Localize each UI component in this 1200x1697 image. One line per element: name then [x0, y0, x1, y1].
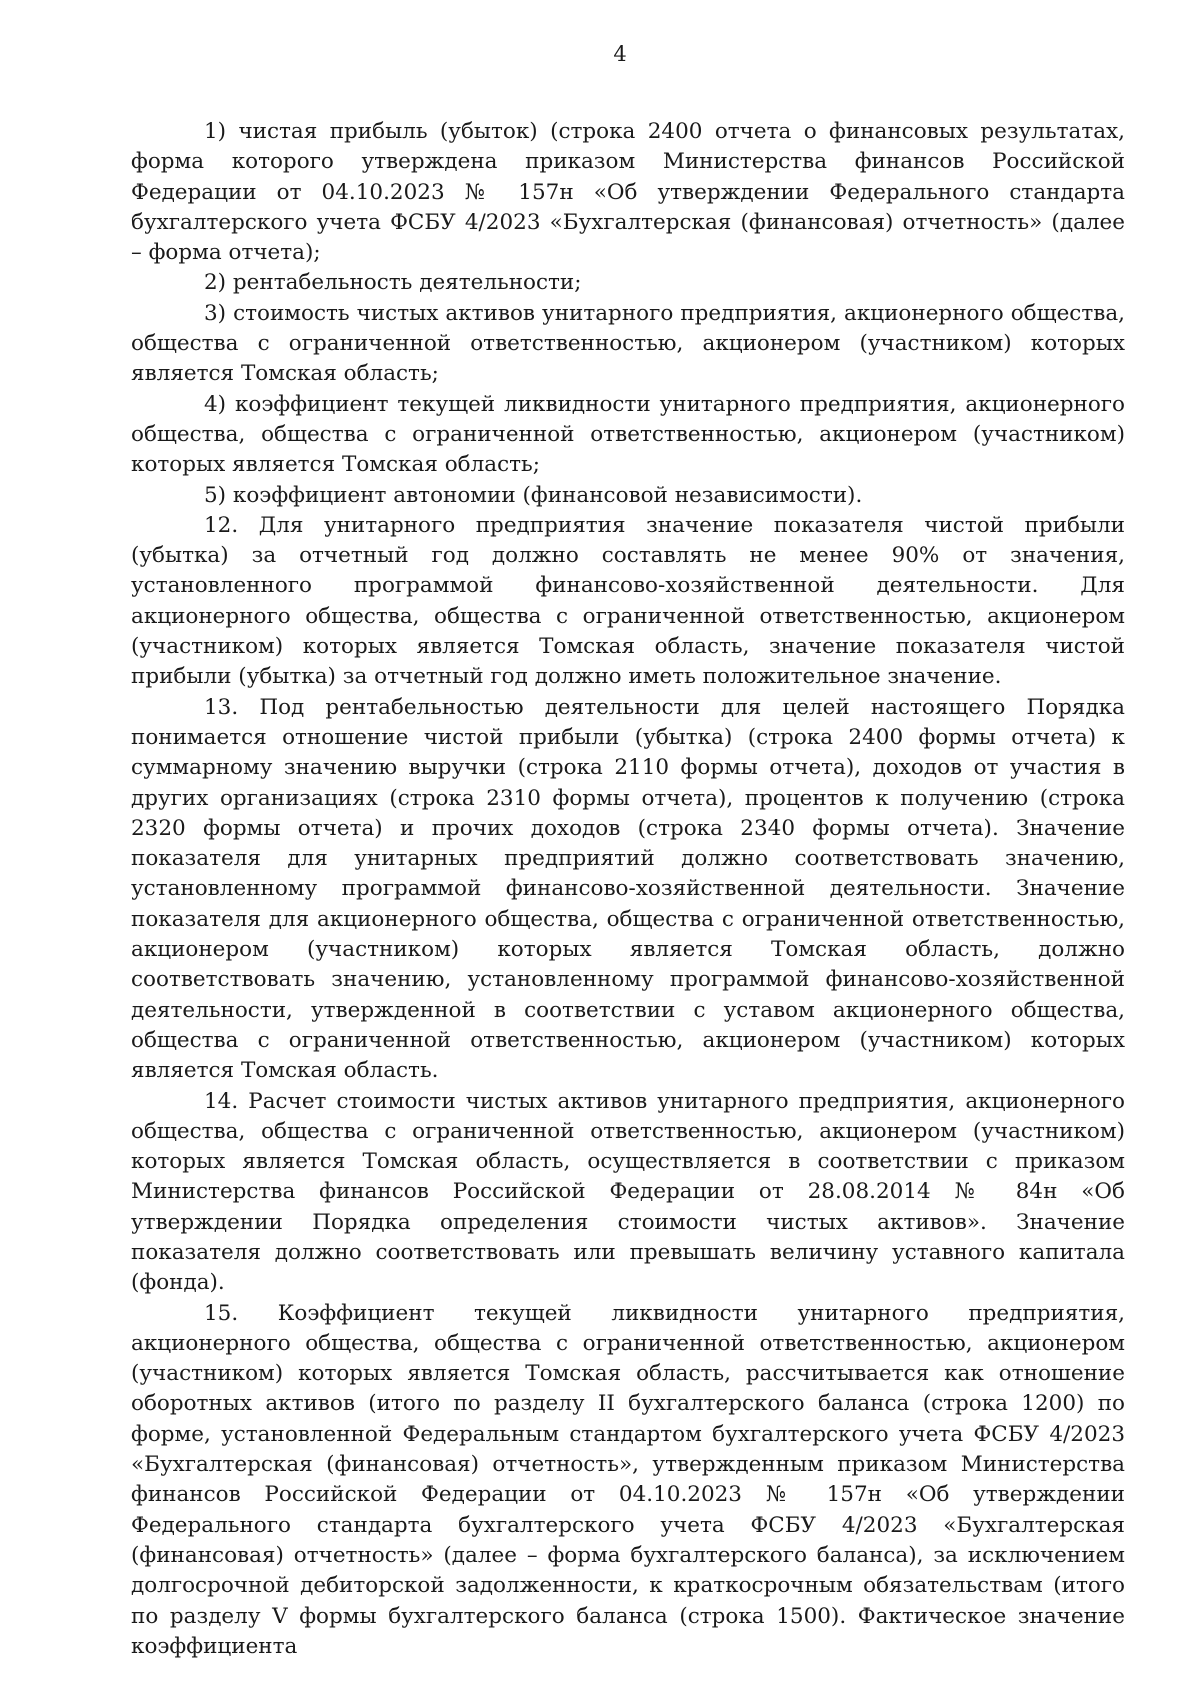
item-5-autonomy-ratio: 5) коэффициент автономии (финансовой независимости).: [204, 482, 863, 508]
item-1-net-profit: 1) чистая прибыль (убыток) (строка 2400 отчета о финансовых результатах, форма которого утверждена приказом Министерства финансов Российской Федерации от 04.10.2023 № 157н «Об утверждении Федерального стандарта бухгалтерского учета ФСБУ 4/2023 «Бухгалтерская (финансовая) отчетность» (далее – форма отчета);: [131, 119, 1125, 266]
clause-14: 14. Расчет стоимости чистых активов унитарного предприятия, акционерного общества, общества с ограниченной ответственностью, акционером (участником) которых является Томская область, осуществляется в соответствии с приказом Министерства финансов Российской Федерации от 28.08.2014 № 84н «Об утверждении Порядка определения стоимости чистых активов». Значение показателя должно соответствовать или превышать величину уставного капитала (фонда).: [131, 1088, 1125, 1296]
clause-12: 12. Для унитарного предприятия значение показателя чистой прибыли (убытка) за отчетный год должно составлять не менее 90% от значения, установленного программой финансово-хозяйственной деятельности. Для акционерного общества, общества с ограниченной ответственностью, акционером (участником) которых является Томская область, значение показателя чистой прибыли (убытка) за отчетный год должно иметь положительное значение.: [131, 512, 1125, 690]
clause-13: 13. Под рентабельностью деятельности для целей настоящего Порядка понимается отношение чистой прибыли (убытка) (строка 2400 формы отчета) к суммарному значению выручки (строка 2110 формы отчета), доходов от участия в других организациях (строка 2310 формы отчета), процентов к получению (строка 2320 формы отчета) и прочих доходов (строка 2340 формы отчета). Значение показателя для унитарных предприятий должно соответствовать значению, установленному программой финансово-хозяйственной деятельности. Значение показателя для акционерного общества, общества с ограниченной ответственностью, акционером (участником) которых является Томская область, должно соответствовать значению, установленному программой финансово-хозяйственной деятельности, утвержденной в соответствии с уставом акционерного общества, общества с ограниченной ответственностью, акционером (участником) которых является Томская область.: [131, 694, 1125, 1084]
document-body: [131, 117, 1125, 1662]
clause-15: 15. Коэффициент текущей ликвидности унитарного предприятия, акционерного общества, общества с ограниченной ответственностью, акционером (участником) которых является Томская область, рассчитывается как отношение оборотных активов (итого по разделу II бухгалтерского баланса (строка 1200) по форме, установленной Федеральным стандартом бухгалтерского учета ФСБУ 4/2023 «Бухгалтерская (финансовая) отчетность», утвержденным приказом Министерства финансов Российской Федерации от 04.10.2023 № 157н «Об утверждении Федерального стандарта бухгалтерского учета ФСБУ 4/2023 «Бухгалтерская (финансовая) отчетность» (далее – форма бухгалтерского баланса), за исключением долгосрочной дебиторской задолженности, к краткосрочным обязательствам (итого по разделу V формы бухгалтерского баланса (строка 1500). Фактическое значение коэффициента: [131, 1300, 1125, 1659]
item-4-liquidity-ratio: 4) коэффициент текущей ликвидности унитарного предприятия, акционерного общества, общества с ограниченной ответственностью, акционером (участником) которых является Томская область;: [131, 391, 1125, 478]
item-2-profitability: 2) рентабельность деятельности;: [204, 270, 582, 296]
item-3-net-assets: 3) стоимость чистых активов унитарного предприятия, акционерного общества, общества с ограниченной ответственностью, акционером (участником) которых является Томская область;: [131, 300, 1125, 387]
page-number: 4: [613, 42, 627, 66]
